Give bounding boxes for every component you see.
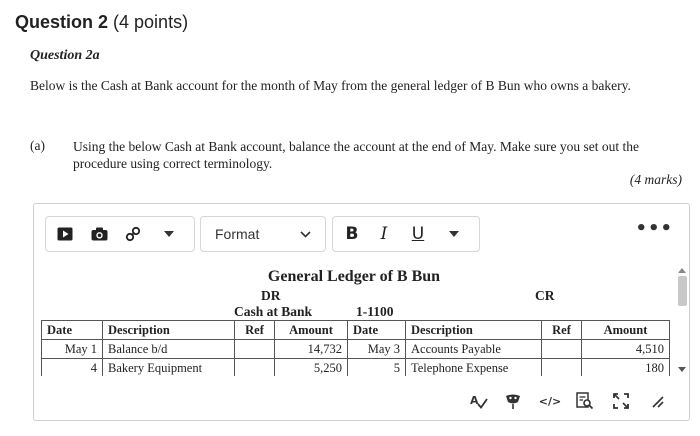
ledger-cell: Bakery Equipment	[103, 359, 235, 377]
dropdown-arrow-icon[interactable]	[156, 217, 182, 251]
text-style-dropdown-icon[interactable]	[441, 217, 467, 251]
intro-text: Below is the Cash at Bank account for the month of May from the general ledger of B Bun who owns a bakery.	[30, 78, 631, 93]
accessibility-icon[interactable]	[504, 392, 522, 410]
media-button-group	[45, 216, 195, 252]
part-marks: (4 marks)	[629, 172, 682, 187]
scroll-up-icon[interactable]	[678, 268, 686, 273]
ledger-cell: Telephone Expense	[406, 359, 542, 377]
italic-button[interactable]: I	[380, 224, 388, 244]
header-cell: Amount	[275, 321, 348, 340]
header-cell: Date	[348, 321, 406, 340]
spellcheck-icon[interactable]	[470, 392, 488, 410]
fullscreen-icon[interactable]	[612, 392, 630, 410]
ledger-row	[42, 340, 670, 359]
text-style-button-group	[332, 216, 480, 252]
editor-scrollbar[interactable]	[675, 262, 689, 376]
ledger-cell: 5	[348, 359, 406, 377]
ledger-cell: 5,250	[275, 359, 348, 377]
question-subtitle: Question 2a	[30, 48, 100, 63]
chevron-down-icon	[295, 217, 315, 251]
link-icon[interactable]	[120, 217, 146, 251]
underline-button[interactable]: U	[411, 224, 425, 244]
question-number: Question 2	[15, 12, 109, 32]
bold-button[interactable]: B	[345, 224, 359, 244]
ledger-cell: 4	[42, 359, 103, 377]
ledger-cell: 4,510	[582, 340, 670, 359]
part-instructions: Using the below Cash at Bank account, balance the account at the end of May. Make sure you set out the procedure using correct terminology.	[73, 139, 639, 171]
ledger-cell	[235, 359, 275, 377]
ledger-cell: Accounts Payable	[406, 340, 542, 359]
ledger-cell: Balance b/d	[103, 340, 235, 359]
question-points: (4 points)	[113, 12, 189, 32]
ledger-cell	[542, 359, 582, 377]
account-code: 1-1100	[356, 304, 394, 319]
ledger-cell	[542, 340, 582, 359]
header-cell: Ref	[235, 321, 275, 340]
ledger-cell: May 1	[42, 340, 103, 359]
question-title	[15, 12, 188, 33]
scroll-thumb[interactable]	[678, 276, 687, 306]
camera-icon[interactable]	[86, 217, 112, 251]
ledger-title: General Ledger of B Bun	[267, 268, 441, 285]
scroll-down-icon[interactable]	[678, 367, 686, 372]
resize-handle-icon[interactable]	[648, 392, 666, 410]
ledger-cell: May 3	[348, 340, 406, 359]
header-cell: Description	[406, 321, 542, 340]
editor-statusbar	[34, 380, 689, 420]
code-view-icon[interactable]: </>	[538, 394, 562, 408]
account-name: Cash at Bank	[234, 304, 313, 319]
header-cell: Ref	[542, 321, 582, 340]
header-cell: Date	[42, 321, 103, 340]
header-cell: Amount	[582, 321, 670, 340]
part-label: (a)	[30, 138, 45, 153]
ledger-cell: 180	[582, 359, 670, 377]
rich-text-editor[interactable]	[33, 203, 690, 421]
credit-label: CR	[535, 288, 555, 303]
editor-toolbar	[34, 204, 689, 262]
editor-content[interactable]	[39, 264, 674, 376]
debit-label: DR	[261, 288, 281, 303]
header-cell: Description	[103, 321, 235, 340]
ledger-header-row	[42, 321, 670, 340]
more-options-button[interactable]: •••	[635, 218, 673, 239]
format-select[interactable]	[200, 216, 326, 252]
ledger-table	[41, 320, 670, 376]
find-replace-icon[interactable]	[576, 392, 594, 410]
format-select-label: Format	[215, 226, 260, 242]
ledger-cell: 14,732	[275, 340, 348, 359]
video-icon[interactable]	[52, 217, 78, 251]
svg-text:A: A	[470, 394, 479, 407]
ledger-cell	[235, 340, 275, 359]
ledger-row	[42, 359, 670, 377]
